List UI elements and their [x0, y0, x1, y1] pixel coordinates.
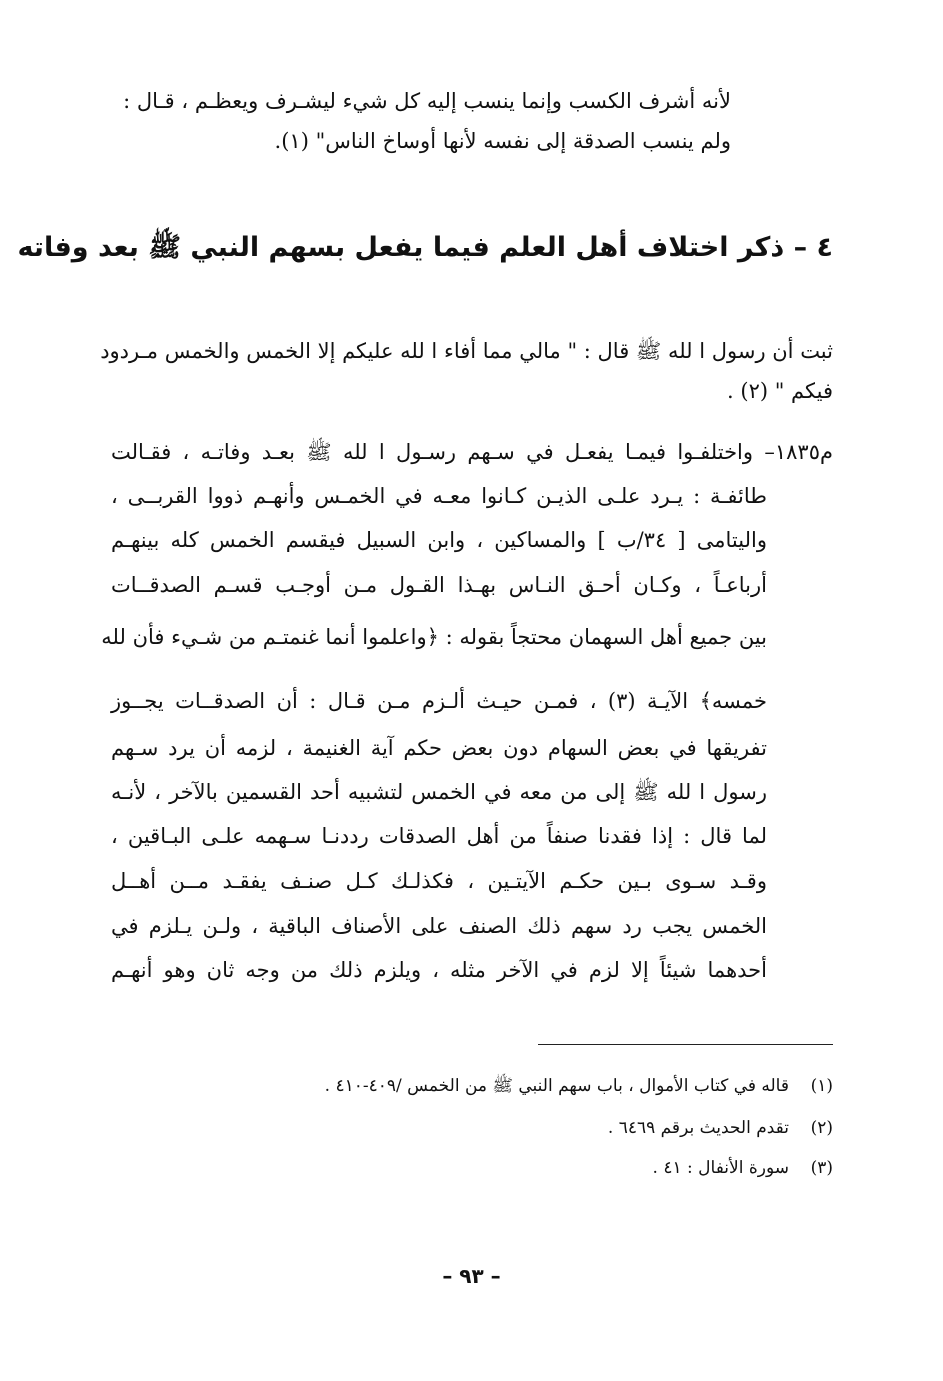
footnote-3	[653, 1156, 833, 1180]
footnote-1	[325, 1074, 833, 1098]
paragraph2-line: طائفـة : يـرد علـى الذيـن كـانوا معـه في الخمـس وأنهـم ذووا القربــى ،	[111, 484, 767, 508]
paragraph2-line: الخمس يجب رد سهم ذلك الصنف على الأصناف الباقية ، ولـن يـلزم في	[111, 914, 767, 938]
paragraph2-line: بين جميع أهل السهمان محتجاً بقوله : ﴿واعلموا أنما غنمتـم من شـيء فأن لله	[101, 625, 767, 649]
page-number: – ٩٣ –	[442, 1264, 501, 1288]
footnote-text: قاله في كتاب الأموال ، باب سهم النبي ﷺ من الخمس /٤٠٩-٤١٠ .	[324, 1076, 789, 1096]
paragraph2-first-line: م١٨٣٥– واختلفـوا فيمـا يفعـل في سـهم رسـول ا لله ﷺ بعـد وفاتـه ، فقـالت	[111, 440, 833, 464]
footnote-text: سورة الأنفال : ٤١ .	[652, 1158, 789, 1178]
paragraph2-line: وقـد سـوى بـين حكـم الآيتـين ، فكذلـك كـل صنـف يفقـد مــن أهــل	[111, 869, 767, 893]
footnote-number: (٣)	[810, 1158, 833, 1178]
intro-line-1: لأنه أشرف الكسب وإنما ينسب إليه كل شيء ليشـرف ويعظـم ، قـال :	[123, 89, 731, 113]
paragraph2-line: أحدهما شيئاً إلا لزم في الآخر مثله ، ويلزم ذلك من وجه ثان وهو أنهـم	[111, 958, 767, 982]
footnote-number: (١)	[810, 1076, 833, 1096]
paragraph2-line: لما قال : إذا فقدنا صنفاً من أهل الصدقات رددنـا سـهمه علـى البـاقين ،	[111, 824, 767, 848]
footnote-number: (٢)	[810, 1118, 833, 1138]
paragraph2-line: أرباعـاً ، وكـان أحـق النـاس بهـذا القـول مـن أوجـب قسـم الصدقــات	[111, 573, 767, 597]
paragraph2-line: رسول ا لله ﷺ إلى من معه في الخمس لتشبيه أحد القسمين بالآخر ، لأنـه	[111, 780, 767, 804]
footnote-2	[608, 1116, 833, 1140]
paragraph2-line: تفريقها في بعض السهام دون بعض حكم آية الغنيمة ، لزمه أن يرد سـهم	[111, 736, 767, 760]
paragraph1-line-1: ثبت أن رسول ا لله ﷺ قال : " مالي مما أفاء ا لله عليكم إلا الخمس والخمس مـردود	[100, 339, 833, 363]
paragraph2-line: واليتامى [ ٣٤/ب ] والمساكين ، وابن السبيل فيقسم الخمس كله بينهـم	[111, 528, 767, 552]
intro-line-2: ولم ينسب الصدقة إلى نفسه لأنها أوساخ الناس" (١).	[274, 129, 731, 153]
paragraph2-line: خمسه﴾ الآيـة (٣) ، فمـن حيـث ألـزم مـن قـال : أن الصدقــات يجــوز	[111, 689, 767, 713]
footnote-divider	[538, 1044, 833, 1045]
paragraph1-line-2: فيكم " (٢) .	[727, 379, 833, 403]
section-heading: ٤ – ذكر اختلاف أهل العلم فيما يفعل بسهم النبي ﷺ بعد وفاته	[17, 232, 833, 263]
footnote-text: تقدم الحديث برقم ٦٤٦٩ .	[607, 1118, 789, 1138]
